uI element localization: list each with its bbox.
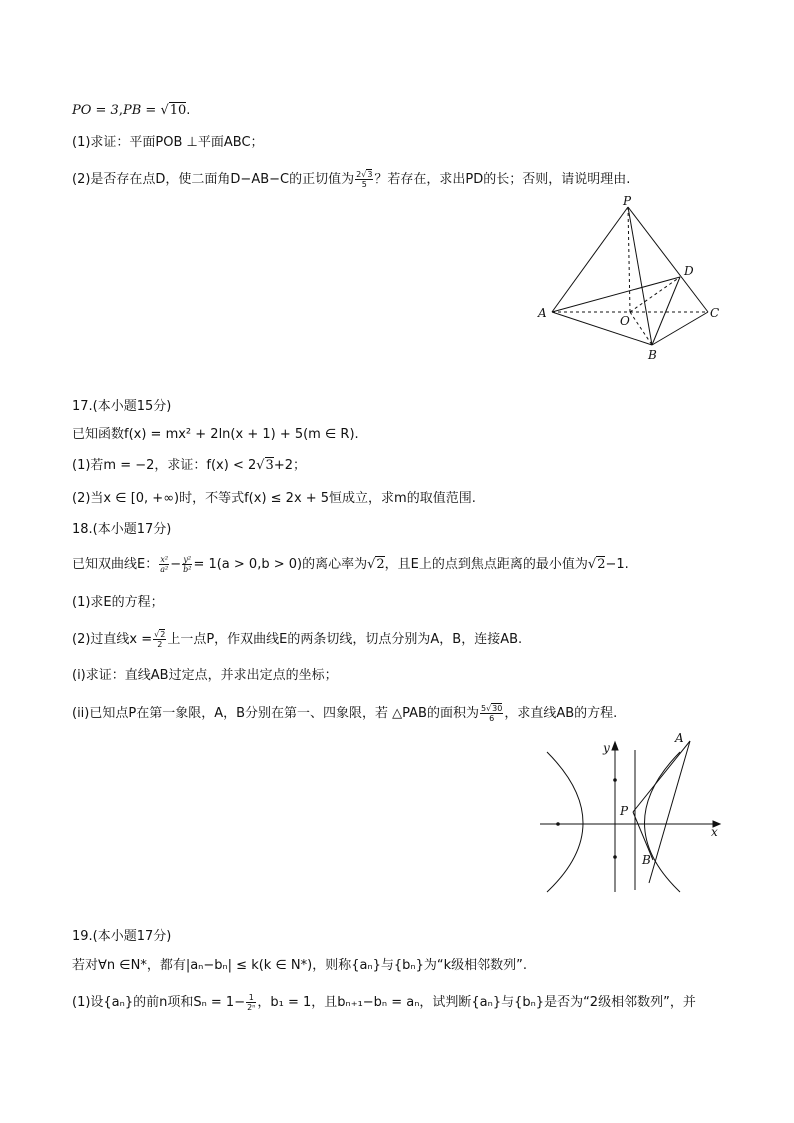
q18-stem: 已知双曲线E： $\frac{\text{x²}}{\text{a²}}$ − $\frac{\text{y²}}{\text{b²}}$ = 1(a > 0,b > 0)的离心率为√2，且E上的点到焦点距离的最小值为√2−1. xyxy=(72,555,629,574)
q16-given-pb-radicand: 10 xyxy=(169,103,187,118)
q18-frac-y xyxy=(182,555,192,574)
q18-sub-ii-coef: 5 xyxy=(480,704,487,713)
q18-sub-ii-fraction: $\frac{5√30}{6}$ xyxy=(480,704,503,723)
q18-stem-text-a: 已知双曲线E： xyxy=(72,557,159,572)
q18-frac-y-den: b² xyxy=(183,565,192,574)
q16-end-dot: . xyxy=(186,103,191,118)
q18-sub-ii-text-b: ，求直线AB的方程. xyxy=(504,706,618,721)
q17-part1: (1)若m = −2，求证：f(x) < 2√3+2； xyxy=(72,458,306,473)
q17-header: 17.(本小题15分) xyxy=(72,399,172,414)
label-y: y xyxy=(603,741,610,755)
q18-part2-fraction: $\frac{√2}{2}$ xyxy=(154,630,166,649)
q16-frac-rad: 3 xyxy=(367,170,373,179)
q18-sub-ii-text-a: (ii)已知点P在第一象限，A，B分别在第一、四象限，若 △PAB的面积为 xyxy=(72,706,479,721)
q18-sub-ii-den: 6 xyxy=(489,714,495,723)
q19-frac-den: 2ⁿ xyxy=(247,1003,256,1012)
q19-frac-num: 1 xyxy=(246,993,256,1003)
label-x: x xyxy=(711,825,718,839)
q16-frac-den: 5 xyxy=(361,180,367,189)
q18-frac-x-den: a² xyxy=(160,565,169,574)
q19-stem: 若对∀n ∈N*，都有|aₙ−bₙ| ≤ k(k ∈ N*)，则称{aₙ}与{bₙ}为“k级相邻数列”. xyxy=(72,958,528,973)
label-B2: B xyxy=(642,853,651,867)
q16-given-line: PO = 3,PB = √10. xyxy=(72,103,191,118)
q18-header: 18.(本小题17分) xyxy=(72,522,172,537)
left-focus-dot xyxy=(556,822,560,826)
q16-part2-text-b: ？若存在，求出PD的长；否则，请说明理由. xyxy=(374,172,631,187)
y-axis-dot-upper xyxy=(613,778,617,782)
q17-part1-radicand: 3 xyxy=(265,458,274,473)
q18-rad1: 2 xyxy=(376,557,385,572)
q17-stem: 已知函数f(x) = mx² + 2ln(x + 1) + 5(m ∈ R). xyxy=(72,427,359,442)
q18-stem-text-d: −1. xyxy=(605,557,629,572)
q18-rad2: 2 xyxy=(597,557,606,572)
q19-part1-text-b: ，b₁ = 1，且bₙ₊₁−bₙ = aₙ，试判断{aₙ}与{bₙ}是否为“2级相邻数列”，并 xyxy=(257,995,696,1010)
label-A: A xyxy=(538,306,547,320)
label-B: B xyxy=(648,348,657,362)
hyperbola-figure xyxy=(535,730,735,895)
q18-part2 xyxy=(72,630,522,649)
q18-sub-i: (i)求证：直线AB过定点，并求出定点的坐标； xyxy=(72,668,338,683)
y-axis-dot-lower xyxy=(613,855,617,859)
label-C: C xyxy=(710,306,720,320)
label-A2: A xyxy=(675,731,684,745)
q18-part2-frac-den: 2 xyxy=(157,640,163,649)
q18-frac-y-num: y² xyxy=(183,555,192,564)
label-P2: P xyxy=(620,804,629,818)
q18-part1: (1)求E的方程； xyxy=(72,595,164,610)
q16-given-pb: PB = xyxy=(122,103,161,118)
q18-part2-text-a: (2)过直线x = xyxy=(72,632,153,647)
q16-part1: (1)求证：平面POB ⊥平面ABC； xyxy=(72,135,264,150)
q17-part1-text-a: (1)若m = −2，求证：f(x) < 2 xyxy=(72,458,257,473)
q18-stem-text-c: ，且E上的点到焦点距离的最小值为 xyxy=(384,557,588,572)
q18-part2-frac-rad: 2 xyxy=(160,630,166,639)
q18-sub-ii-rad: 30 xyxy=(492,704,503,713)
q19-part1-fraction xyxy=(246,993,256,1012)
q16-given-po: PO = 3 xyxy=(72,103,119,118)
q16-part2-fraction: $\frac{2√3}{5}$ xyxy=(356,170,373,189)
q18-sub-ii xyxy=(72,704,617,723)
q18-minus: − xyxy=(170,557,182,572)
q18-frac-x-num: x² xyxy=(160,555,169,564)
q19-part1-text-a: (1)设{aₙ}的前n项和Sₙ = 1− xyxy=(72,995,246,1010)
q19-header: 19.(本小题17分) xyxy=(72,929,172,944)
q18-stem-text-b: = 1(a > 0,b > 0)的离心率为 xyxy=(193,557,368,572)
q18-part2-text-b: 上一点P，作双曲线E的两条切线，切点分别为A，B，连接AB. xyxy=(167,632,523,647)
label-P: P xyxy=(623,195,632,208)
q16-frac-coef: 2 xyxy=(356,170,362,179)
label-D: D xyxy=(684,264,694,278)
label-O: O xyxy=(620,314,630,328)
q16-part2 xyxy=(72,170,630,189)
pyramid-figure xyxy=(530,195,770,365)
q18-frac-x xyxy=(159,555,169,574)
q19-part1 xyxy=(72,993,696,1012)
q16-part2-text-a: (2)是否存在点D，使二面角D−AB−C的正切值为 xyxy=(72,172,355,187)
q17-part1-text-b: +2； xyxy=(273,458,306,473)
q17-part2: (2)当x ∈ [0, +∞)时，不等式f(x) ≤ 2x + 5恒成立，求m的取值范围. xyxy=(72,491,476,506)
